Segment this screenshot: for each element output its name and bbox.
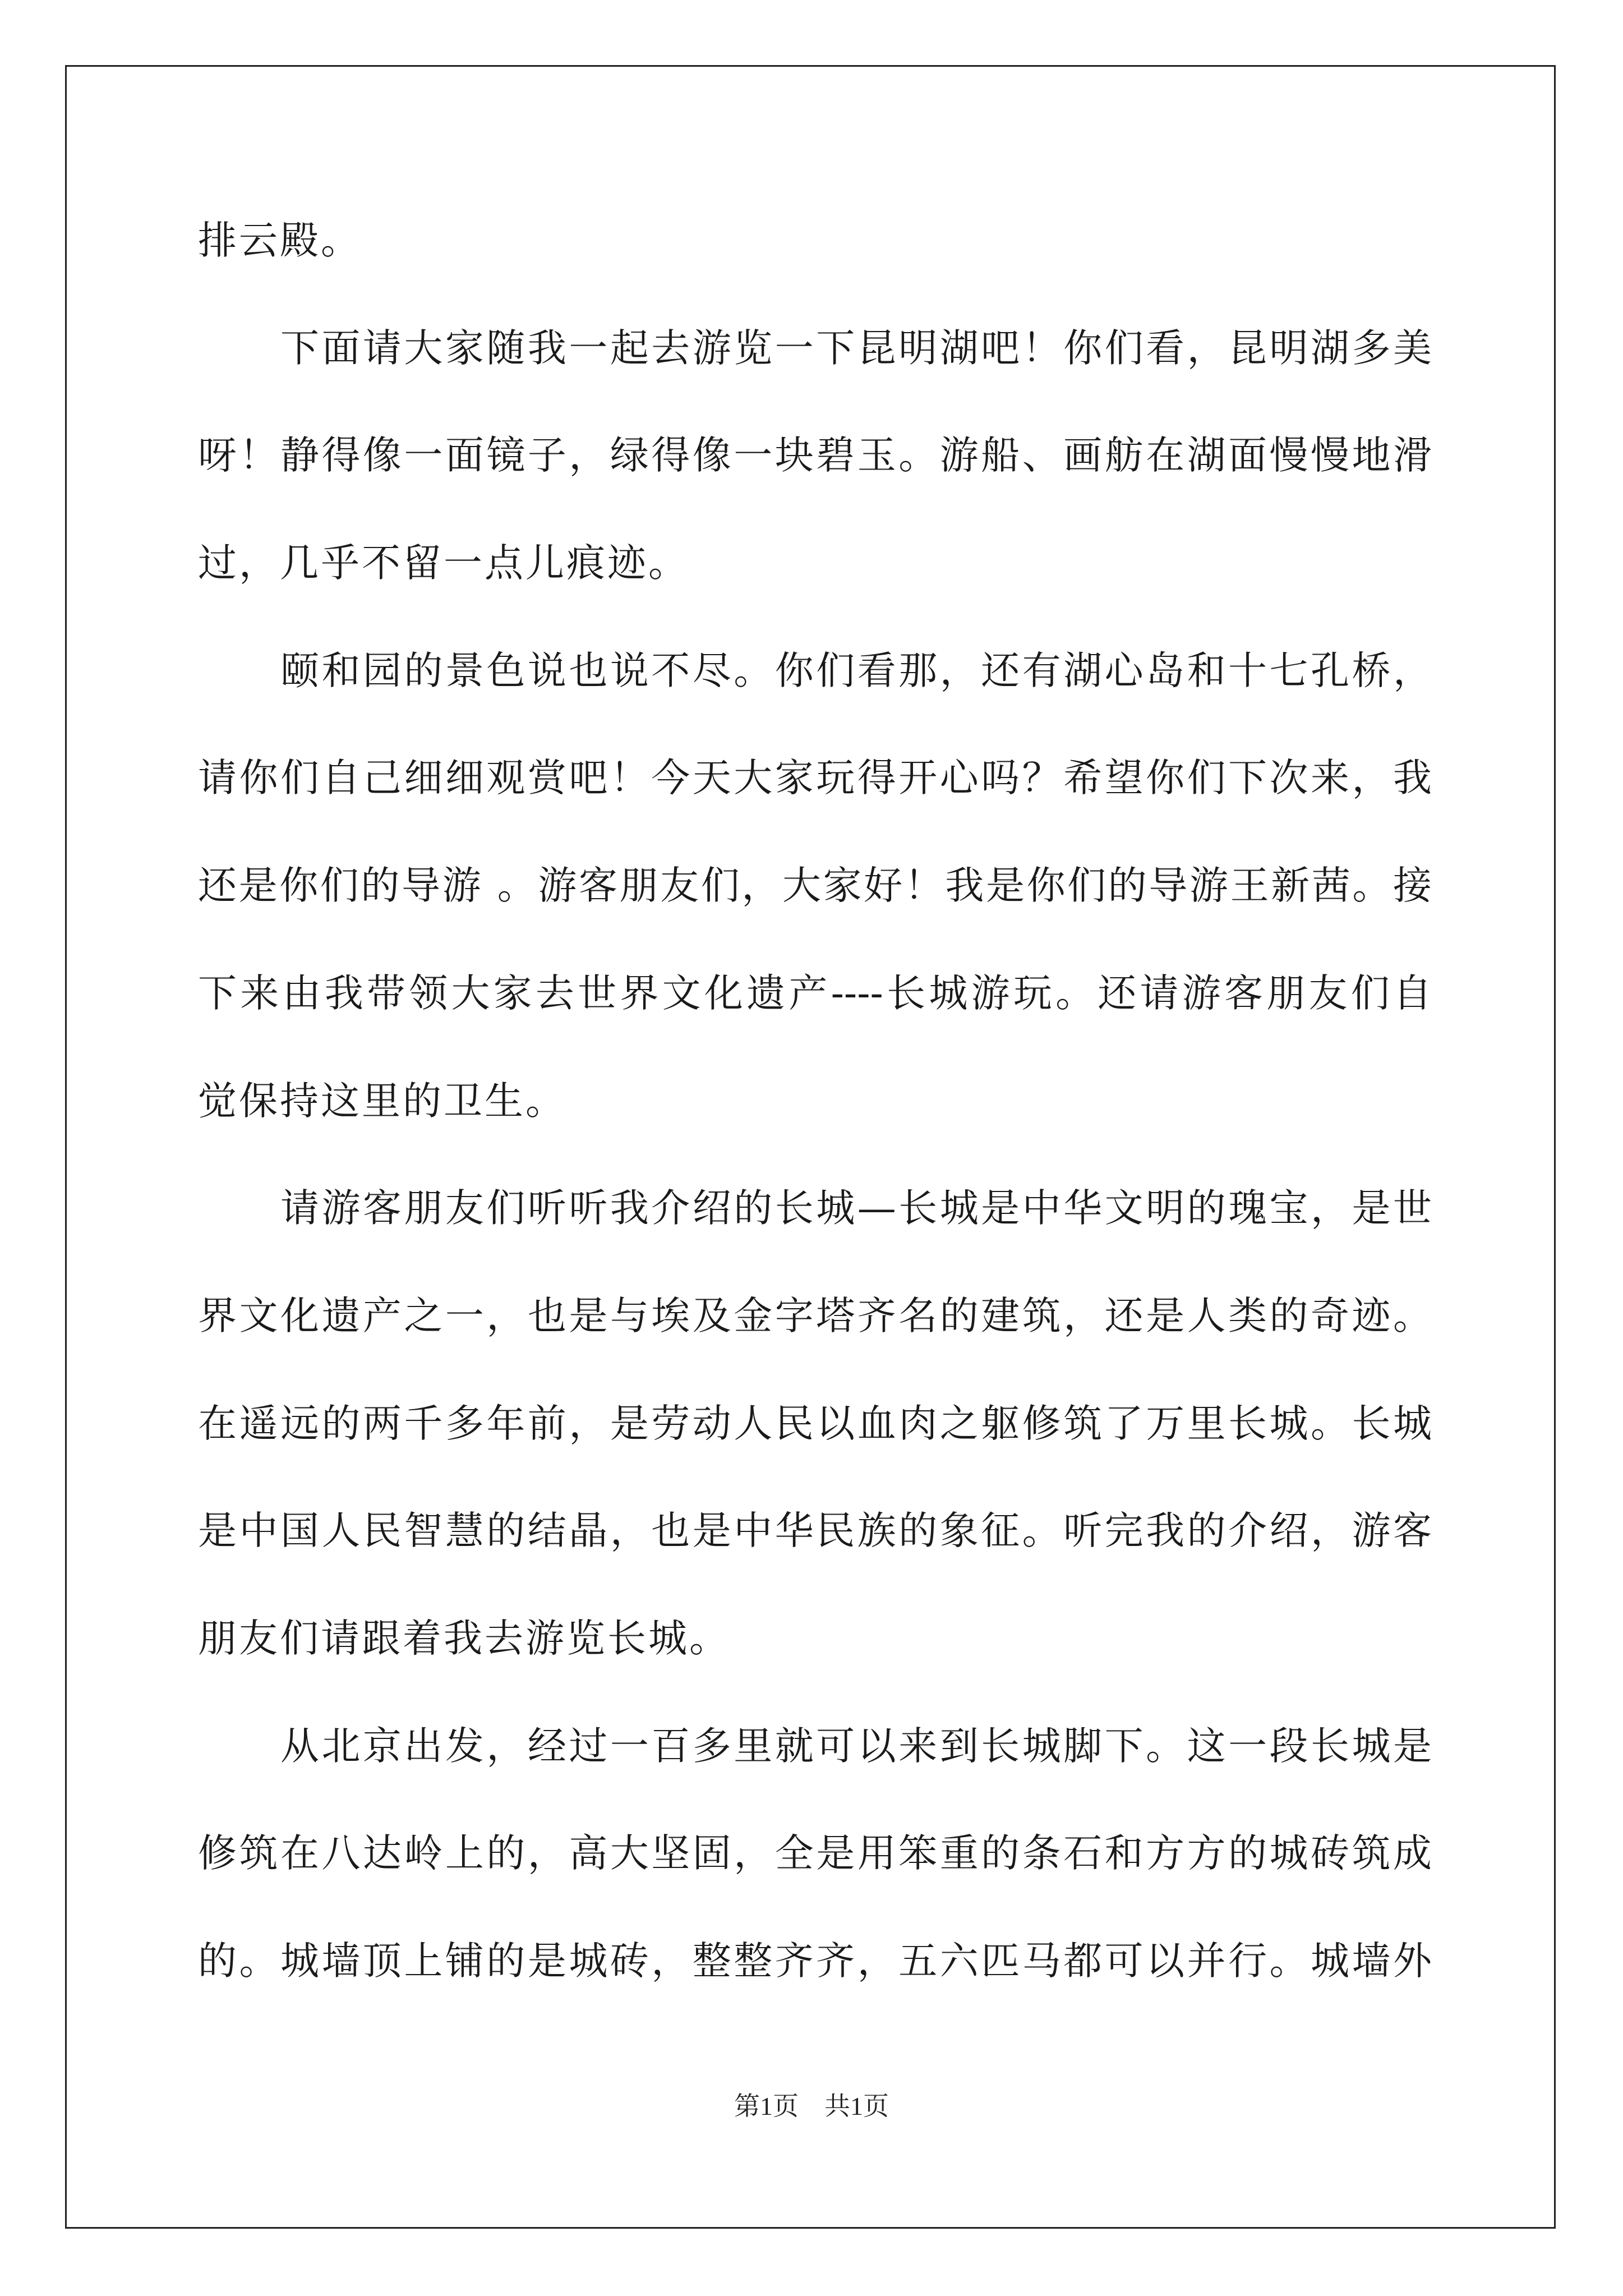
text-line: 过，几乎不留一点儿痕迹。 (198, 541, 689, 586)
text-line: 下来由我带领大家去世界文化遗产----长城游玩。还请游客朋友们自 (198, 971, 1432, 1016)
text-line: 朋友们请跟着我去游览长城。 (198, 1616, 730, 1661)
text-line: 排云殿。 (198, 218, 362, 263)
text-line: 界文化遗产之一，也是与埃及金字塔齐名的建筑，还是人类的奇迹。 (198, 1294, 1432, 1338)
text-line: 颐和园的景色说也说不尽。你们看那，还有湖心岛和十七孔桥， (198, 648, 1432, 693)
text-line: 呀！静得像一面镜子，绿得像一块碧玉。游船、画舫在湖面慢慢地滑 (198, 433, 1432, 478)
text-line: 修筑在八达岭上的，高大坚固，全是用笨重的条石和方方的城砖筑成 (198, 1831, 1432, 1876)
text-line: 下面请大家随我一起去游览一下昆明湖吧！你们看，昆明湖多美 (198, 326, 1432, 371)
page-border (65, 65, 1556, 2229)
text-line: 请游客朋友们听听我介绍的长城—长城是中华文明的瑰宝，是世 (198, 1186, 1432, 1231)
text-line: 还是你们的导游 。游客朋友们，大家好！我是你们的导游王新茜。接 (198, 863, 1432, 908)
text-line: 觉保持这里的卫生。 (198, 1079, 566, 1124)
text-line: 请你们自己细细观赏吧！今天大家玩得开心吗？希望你们下次来，我 (198, 756, 1432, 800)
text-line: 从北京出发，经过一百多里就可以来到长城脚下。这一段长城是 (198, 1724, 1432, 1769)
text-line: 在遥远的两千多年前，是劳动人民以血肉之躯修筑了万里长城。长城 (198, 1401, 1432, 1446)
text-line: 的。城墙顶上铺的是城砖，整整齐齐，五六匹马都可以并行。城墙外 (198, 1939, 1432, 1984)
text-line: 是中国人民智慧的结晶，也是中华民族的象征。听完我的介绍，游客 (198, 1508, 1432, 1553)
page-footer: 第1页 共1页 (734, 2092, 889, 2120)
